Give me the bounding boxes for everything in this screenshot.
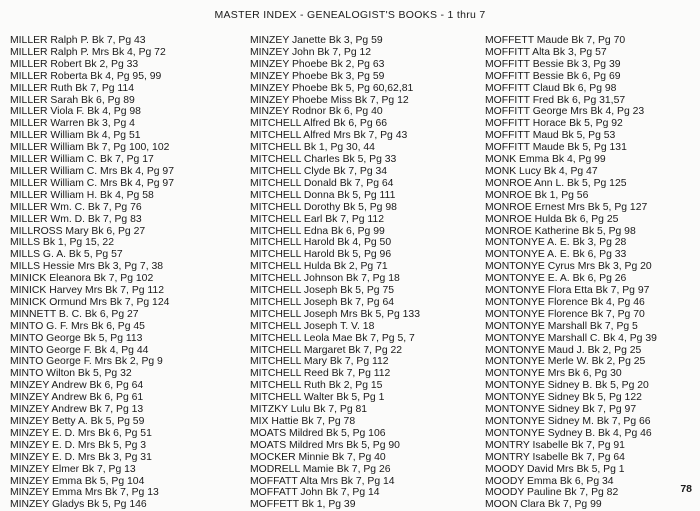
index-entry: MODRELL Mamie Bk 7, Pg 26 [250, 463, 391, 475]
index-entry: MOFFITT Fred Bk 6, Pg 31,57 [485, 94, 626, 106]
index-entry: MOATS Mildred Mrs Bk 5, Pg 90 [250, 439, 400, 451]
index-entry: MITCHELL Harold Bk 5, Pg 96 [250, 249, 392, 261]
index-entry: MONK Lucy Bk 4, Pg 47 [485, 165, 598, 177]
index-entry: MINZEY Emma Mrs Bk 7, Pg 13 [10, 487, 159, 499]
index-entry: MILLER Warren Bk 3, Pg 4 [10, 118, 135, 130]
index-entry: MINICK Ormund Mrs Bk 7, Pg 124 [10, 296, 170, 308]
index-entry: MONTONYE Sydney B. Bk 4, Pg 46 [485, 427, 652, 439]
index-entry: MOFFITT Bessie Bk 6, Pg 69 [485, 70, 621, 82]
index-entry: MILLER Ralph P. Mrs Bk 4, Pg 72 [10, 46, 166, 58]
index-entry: MONTONYE Sidney M. Bk 7, Pg 66 [485, 416, 651, 427]
index-entry: MONTONYE Maud J. Bk 2, Pg 25 [485, 344, 642, 356]
index-entry: MONTONYE Sidney Bk 5, Pg 122 [485, 392, 642, 404]
index-entry: MOFFETT Maude Bk 7, Pg 70 [485, 35, 626, 46]
index-entry: MONTONYE Sidney Bk 7, Pg 97 [485, 404, 637, 416]
index-entry: MINZEY Elmer Bk 7, Pg 13 [10, 463, 136, 475]
index-entry: MOON Clara Bk 7, Pg 99 [485, 499, 602, 511]
index-entry: MILLROSS Mary Bk 6, Pg 27 [10, 225, 146, 237]
index-column-2 [250, 35, 420, 511]
index-entry: MILLER Sarah Bk 6, Pg 89 [10, 94, 135, 106]
index-entry: MINZEY Phoebe Bk 5, Pg 60,62,81 [250, 82, 414, 94]
index-entry: MOFFATT John Bk 7, Pg 14 [250, 487, 380, 499]
index-entry: MINTO George Bk 5, Pg 113 [10, 332, 143, 344]
index-entry: MOFFITT Maude Bk 5, Pg 131 [485, 142, 627, 154]
index-entry: MINZEY Andrew Bk 7, Pg 13 [10, 404, 144, 416]
index-entry: MITCHELL Donna Bk 5, Pg 111 [250, 189, 396, 201]
index-entry: MONTONYE Cyrus Mrs Bk 3, Pg 20 [485, 261, 652, 273]
index-entry: MITCHELL Joseph Bk 5, Pg 75 [250, 285, 394, 297]
index-entry: MINZEY Emma Bk 5, Pg 104 [10, 475, 145, 487]
index-entry: MONROE Hulda Bk 6, Pg 25 [485, 213, 619, 225]
index-entry: MINTO George F. Bk 4, Pg 44 [10, 344, 149, 356]
index-entry: MOFFETT Bk 1, Pg 39 [250, 499, 356, 511]
index-entry: MITCHELL Harold Bk 4, Pg 50 [250, 237, 392, 249]
index-entry: MITCHELL Alfred Mrs Bk 7, Pg 43 [250, 130, 408, 142]
index-entry: MITCHELL Ruth Bk 2, Pg 15 [250, 380, 383, 392]
index-entry: MINZEY E. D. Mrs Bk 6, Pg 51 [10, 427, 152, 439]
index-entry: MONTONYE Mrs Bk 6, Pg 30 [485, 368, 622, 380]
index-entry: MITCHELL Joseph Mrs Bk 5, Pg 133 [250, 308, 420, 320]
index-entry: MINZEY Janette Bk 3, Pg 59 [250, 35, 383, 46]
index-entry: MITCHELL Alfred Bk 6, Pg 66 [250, 118, 388, 130]
index-entry: MILLS Hessie Mrs Bk 3, Pg 7, 38 [10, 261, 164, 273]
index-entry: MITCHELL Mary Bk 7, Pg 112 [250, 356, 389, 368]
index-entry: MONTONYE E. A. Bk 6, Pg 26 [485, 273, 627, 285]
index-entry: MINICK Eleanora Bk 7, Pg 102 [10, 273, 154, 285]
index-entry: MINTO G. F. Mrs Bk 6, Pg 45 [10, 320, 145, 332]
index-entry: MILLER William C. Mrs Bk 4, Pg 97 [10, 165, 174, 177]
index-entry: MOFFITT Bessie Bk 3, Pg 39 [485, 58, 621, 70]
index-entry: MITCHELL Donald Bk 7, Pg 64 [250, 177, 394, 189]
index-entry: MILLER William C. Bk 7, Pg 17 [10, 154, 154, 166]
index-entry: MINZEY Gladys Bk 5, Pg 146 [10, 499, 147, 511]
index-entry: MONTONYE A. E. Bk 6, Pg 33 [485, 249, 627, 261]
index-entry: MINZEY Phoebe Bk 2, Pg 63 [250, 58, 385, 70]
index-entry: MONROE Ernest Mrs Bk 5, Pg 127 [485, 201, 648, 213]
index-entry: MITCHELL Earl Bk 7, Pg 112 [250, 213, 384, 225]
index-entry: MILLS G. A. Bk 5, Pg 57 [10, 249, 123, 261]
index-entry: MOFFITT Maud Bk 5, Pg 53 [485, 130, 616, 142]
index-entry: MONTONYE Sidney B. Bk 5, Pg 20 [485, 380, 649, 392]
index-entry: MONK Emma Bk 4, Pg 99 [485, 154, 606, 166]
index-entry: MONTRY Isabelle Bk 7, Pg 91 [485, 439, 625, 451]
index-entry: MONROE Bk 1, Pg 56 [485, 189, 589, 201]
index-entry: MITCHELL Clyde Bk 7, Pg 34 [250, 165, 388, 177]
index-entry: MITCHELL Margaret Bk 7, Pg 22 [250, 344, 403, 356]
index-entry: MILLER Viola F. Bk 4, Pg 98 [10, 106, 141, 118]
page-number: 78 [680, 483, 692, 495]
index-entry: MONTONYE Marshall Bk 7, Pg 5 [485, 320, 638, 332]
index-entry: MONTONYE Flora Etta Bk 7, Pg 97 [485, 285, 650, 297]
index-entry: MINZEY E. D. Mrs Bk 5, Pg 3 [10, 439, 147, 451]
index-entry: MINNETT B. C. Bk 6, Pg 27 [10, 308, 139, 320]
index-entry: MOFFITT George Mrs Bk 4, Pg 23 [485, 106, 645, 118]
index-entry: MOFFITT Claud Bk 6, Pg 98 [485, 82, 617, 94]
index-entry: MITZKY Lulu Bk 7, Pg 81 [250, 404, 368, 416]
index-entry: MINICK Harvey Mrs Bk 7, Pg 112 [10, 285, 164, 297]
index-entry: MONTONYE Marshall C. Bk 4, Pg 39 [485, 332, 657, 344]
index-entry: MINTO George F. Mrs Bk 2, Pg 9 [10, 356, 163, 368]
index-entry: MINZEY Phoebe Miss Bk 7, Pg 12 [250, 94, 409, 106]
index-entry: MOODY Pauline Bk 7, Pg 82 [485, 487, 619, 499]
index-entry: MONROE Ann L. Bk 5, Pg 125 [485, 177, 627, 189]
index-entry: MITCHELL Reed Bk 7, Pg 112 [250, 368, 391, 380]
index-entry: MITCHELL Hulda Bk 2, Pg 71 [250, 261, 388, 273]
index-entry: MILLER Robert Bk 2, Pg 33 [10, 58, 139, 70]
index-entry: MONTONYE Merle W. Bk 2, Pg 25 [485, 356, 646, 368]
index-entry: MOATS Mildred Bk 5, Pg 106 [250, 427, 386, 439]
index-entry: MONROE Katherine Bk 5, Pg 98 [485, 225, 636, 237]
index-entry: MINZEY John Bk 7, Pg 12 [250, 46, 372, 58]
index-entry: MITCHELL Charles Bk 5, Pg 33 [250, 154, 397, 166]
index-entry: MINZEY Rodnor Bk 6, Pg 40 [250, 106, 383, 118]
index-entry: MILLER William Bk 4, Pg 51 [10, 130, 141, 142]
index-entry: MINZEY Andrew Bk 6, Pg 64 [10, 380, 144, 392]
index-entry: MILLER William C. Mrs Bk 4, Pg 97 [10, 177, 174, 189]
index-entry: MILLER Wm. D. Bk 7, Pg 83 [10, 213, 142, 225]
index-entry: MOFFATT Alta Mrs Bk 7, Pg 14 [250, 475, 395, 487]
index-column-1 [10, 35, 174, 511]
index-entry: MINTO Wilton Bk 5, Pg 32 [10, 368, 132, 380]
index-entry: MONTONYE Florence Bk 4, Pg 46 [485, 296, 645, 308]
index-entry: MILLER Ruth Bk 7, Pg 114 [10, 82, 134, 94]
index-entry: MILLER William Bk 7, Pg 100, 102 [10, 142, 170, 154]
index-entry: MIX Hattie Bk 7, Pg 78 [250, 416, 356, 427]
index-entry: MITCHELL Joseph T. V. 18 [250, 320, 375, 332]
index-entry: MINZEY E. D. Mrs Bk 3, Pg 31 [10, 451, 152, 463]
index-entry: MITCHELL Johnson Bk 7, Pg 18 [250, 273, 400, 285]
index-entry: MOODY David Mrs Bk 5, Pg 1 [485, 463, 625, 475]
index-column-3 [485, 35, 657, 511]
index-entry: MINZEY Betty A. Bk 5, Pg 59 [10, 416, 145, 427]
index-entry: MILLER Wm. C. Bk 7, Pg 76 [10, 201, 142, 213]
index-entry: MILLS Bk 1, Pg 15, 22 [10, 237, 114, 249]
index-entry: MITCHELL Bk 1, Pg 30, 44 [250, 142, 375, 154]
page-title: MASTER INDEX - GENEALOGIST'S BOOKS - 1 thru 7 [214, 9, 486, 21]
index-entry: MITCHELL Leola Mae Bk 7, Pg 5, 7 [250, 332, 415, 344]
index-entry: MITCHELL Dorothy Bk 5, Pg 98 [250, 201, 397, 213]
index-entry: MITCHELL Joseph Bk 7, Pg 64 [250, 296, 394, 308]
index-entry: MONTONYE A. E. Bk 3, Pg 28 [485, 237, 627, 249]
index-entry: MITCHELL Walter Bk 5, Pg 1 [250, 392, 385, 404]
index-entry: MOODY Emma Bk 6, Pg 34 [485, 475, 614, 487]
index-entry: MILLER Ralph P. Bk 7, Pg 43 [10, 35, 146, 46]
index-entry: MINZEY Phoebe Bk 3, Pg 59 [250, 70, 385, 82]
index-entry: MONTRY Isabelle Bk 7, Pg 64 [485, 451, 625, 463]
index-entry: MILLER William H. Bk 4, Pg 58 [10, 189, 154, 201]
index-entry: MOFFITT Horace Bk 5, Pg 92 [485, 118, 623, 130]
index-entry: MINZEY Andrew Bk 6, Pg 61 [10, 392, 144, 404]
index-entry: MOCKER Minnie Bk 7, Pg 40 [250, 451, 386, 463]
index-entry: MITCHELL Edna Bk 6, Pg 99 [250, 225, 385, 237]
index-entry: MONTONYE Florence Bk 7, Pg 70 [485, 308, 645, 320]
index-entry: MILLER Roberta Bk 4, Pg 95, 99 [10, 70, 162, 82]
index-entry: MOFFITT Alta Bk 3, Pg 57 [485, 46, 607, 58]
